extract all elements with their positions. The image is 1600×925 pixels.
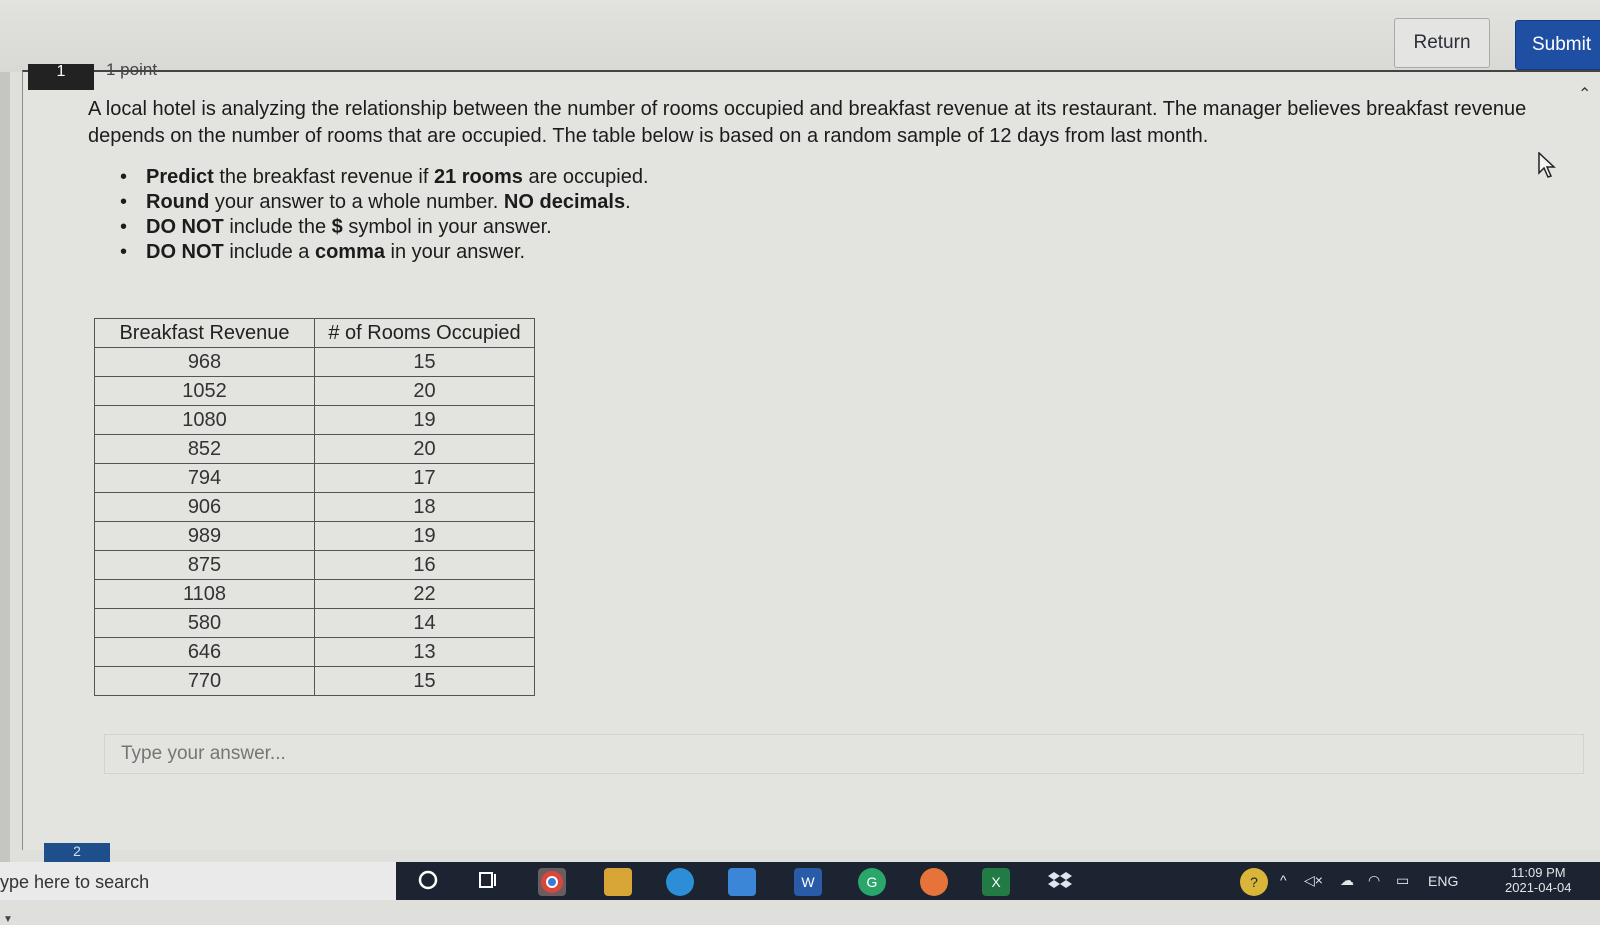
zoom-icon[interactable] [728,868,756,896]
table-row [95,522,535,551]
taskbar-search[interactable] [0,862,396,900]
revenue-cell: 646 [95,638,315,667]
taskbar-search-placeholder: ype here to search [0,872,150,892]
rooms-cell: 20 [315,435,535,464]
bullet-icon: • [120,166,128,188]
answer-input[interactable] [104,734,1584,774]
revenue-cell: 770 [95,667,315,696]
word-icon[interactable]: W [794,868,822,896]
windows-taskbar [0,862,1600,900]
table-row [95,580,535,609]
rooms-cell: 19 [315,406,535,435]
table-row [95,609,535,638]
revenue-cell: 794 [95,464,315,493]
mouse-cursor-icon [1538,152,1556,184]
scroll-down-icon[interactable]: ▼ [3,914,13,925]
rooms-cell: 18 [315,493,535,522]
return-button[interactable]: Return [1394,18,1490,68]
revenue-cell: 1108 [95,580,315,609]
data-table [94,318,535,696]
dropbox-icon[interactable] [1046,868,1074,896]
bullet-icon: • [120,216,128,238]
table-row [95,493,535,522]
collapse-icon[interactable]: ⌃ [1578,86,1592,103]
rooms-cell: 13 [315,638,535,667]
revenue-cell: 968 [95,348,315,377]
table-header-row [95,319,535,348]
column-header-rooms: # of Rooms Occupied [315,319,535,348]
instruction-item: • Predict the breakfast revenue if 21 rooms are occupied. [120,166,649,188]
rooms-cell: 16 [315,551,535,580]
task-view-icon[interactable] [474,868,502,896]
revenue-cell: 852 [95,435,315,464]
question-text: A local hotel is analyzing the relationship between the number of rooms occupied and breakfast revenue at its restaurant. The manager believes breakfast revenue depends on the number of rooms that are occupied. The table below is based on a random sample of 12 days from last month. [88,98,1527,147]
edge-icon[interactable] [666,868,694,896]
question-points: 1 point [106,60,158,79]
table-row [95,667,535,696]
table-row [95,638,535,667]
clock-date: 2021-04-04 [1505,880,1572,895]
help-icon[interactable]: ? [1240,868,1268,896]
rooms-cell: 19 [315,522,535,551]
revenue-cell: 1052 [95,377,315,406]
rooms-cell: 15 [315,348,535,377]
battery-icon[interactable]: ▭ [1396,872,1410,888]
revenue-cell: 906 [95,493,315,522]
next-question-tab[interactable]: 2 [44,843,110,863]
revenue-cell: 1080 [95,406,315,435]
submit-button[interactable]: Submit [1515,20,1600,70]
rooms-cell: 20 [315,377,535,406]
rooms-cell: 15 [315,667,535,696]
instruction-list [120,166,649,266]
bullet-icon: • [120,191,128,213]
table-row [95,348,535,377]
volume-muted-icon[interactable]: ◁× [1304,872,1323,888]
question-number-badge: 1 [28,64,94,90]
table-row [95,435,535,464]
column-header-revenue: Breakfast Revenue [95,319,315,348]
table-row [95,377,535,406]
table-row [95,551,535,580]
clock[interactable] [1505,865,1572,895]
grammarly-icon[interactable]: G [858,868,886,896]
clock-time: 11:09 PM [1510,865,1566,880]
revenue-cell: 989 [95,522,315,551]
top-bar [0,0,1600,72]
instruction-item: • DO NOT include a comma in your answer. [120,241,526,263]
instruction-item: • Round your answer to a whole number. NO decimals. [120,191,631,213]
wifi-icon[interactable]: ◠ [1368,872,1381,888]
file-explorer-icon[interactable] [604,868,632,896]
firefox-icon[interactable] [920,868,948,896]
rooms-cell: 14 [315,609,535,638]
cortana-icon[interactable] [414,868,442,896]
left-scrollbar[interactable] [0,72,13,925]
rooms-cell: 17 [315,464,535,493]
bullet-icon: • [120,241,128,263]
instruction-item: • DO NOT include the $ symbol in your answer. [120,216,552,238]
rooms-cell: 22 [315,580,535,609]
table-row [95,464,535,493]
revenue-cell: 580 [95,609,315,638]
table-row [95,406,535,435]
excel-icon[interactable]: X [982,868,1010,896]
revenue-cell: 875 [95,551,315,580]
chrome-icon[interactable] [538,868,566,896]
network-icon[interactable]: ☁ [1340,872,1354,888]
language-indicator[interactable]: ENG [1428,873,1459,889]
show-hidden-icons[interactable]: ^ [1280,872,1287,888]
